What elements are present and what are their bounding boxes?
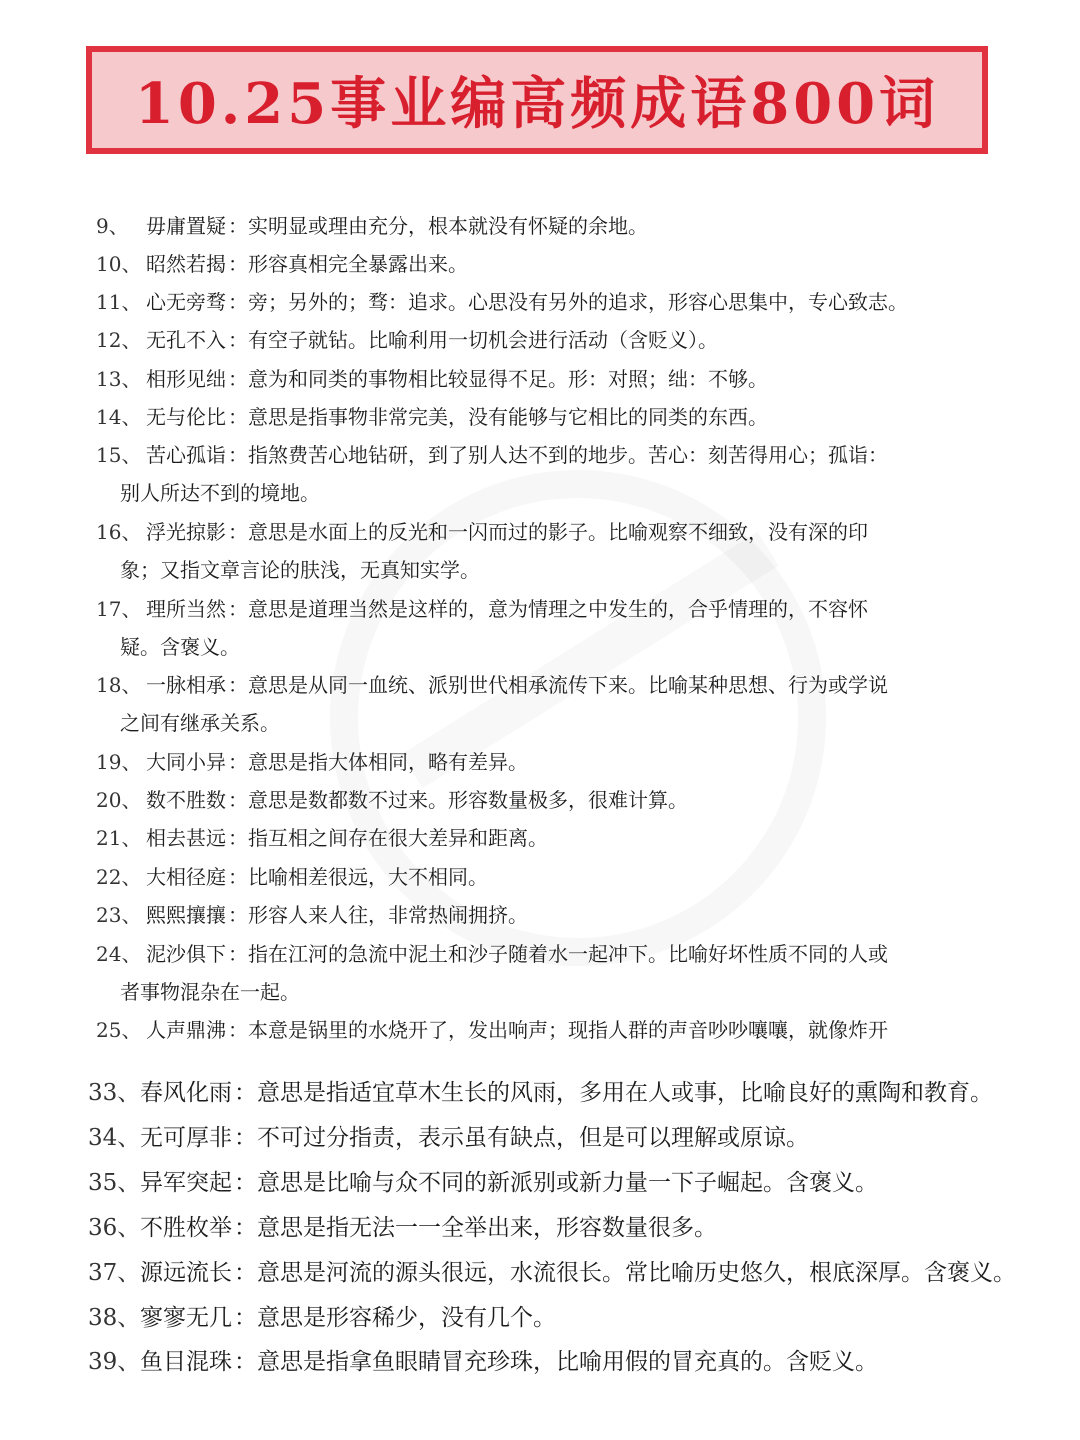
list-item: [88, 1116, 988, 1161]
item-number: 38、: [88, 1305, 141, 1331]
idiom-definition: ：指在江河的急流中泥土和沙子随着水一起冲下。比喻好坏性质不同的人或: [228, 942, 888, 966]
item-number: 14、: [96, 405, 142, 429]
item-number: 24、: [96, 942, 142, 966]
idiom-definition: ：本意是锅里的水烧开了，发出响声；现指人群的声音吵吵嚷嚷，就像炸开: [228, 1018, 888, 1042]
idiom-term: 大同小异: [146, 750, 226, 774]
item-number: 37、: [88, 1260, 141, 1286]
idiom-term: 人声鼎沸: [146, 1018, 226, 1042]
idiom-term: 相形见绌: [146, 367, 226, 391]
list-item: [96, 590, 996, 666]
idiom-definition: ：意思是水面上的反光和一闪而过的影子。比喻观察不细致，没有深的印: [228, 520, 868, 544]
idiom-term: 异军突起: [138, 1161, 234, 1206]
idiom-definition: ：意思是指事物非常完美，没有能够与它相比的同类的东西。: [228, 405, 768, 429]
list-item: [96, 283, 996, 321]
idiom-definition: ：意思是数都数不过来。形容数量极多，很难计算。: [228, 788, 688, 812]
idiom-term: 无与伦比: [146, 405, 226, 429]
idiom-term: 鱼目混珠: [138, 1340, 234, 1385]
idiom-term: 毋庸置疑: [146, 214, 226, 238]
item-number: 21、: [96, 826, 142, 850]
idiom-term: 不胜枚举: [140, 1215, 232, 1241]
idiom-term: 源远流长: [140, 1260, 232, 1286]
idiom-definition: ：比喻相差很远，大不相同。: [228, 865, 488, 889]
list-item: [96, 896, 996, 934]
idiom-term: 浮光掠影: [144, 513, 228, 551]
idiom-term: 心无旁骛: [146, 290, 226, 314]
list-item: [88, 1251, 1016, 1296]
list-item: [88, 1071, 993, 1116]
list-item: [88, 1340, 988, 1385]
idiom-definition: ：意思是指适宜草木生长的风雨，多用在人或事，比喻良好的熏陶和教育。: [234, 1080, 993, 1106]
list-item: [88, 1206, 988, 1251]
list-item: [88, 1161, 988, 1206]
idiom-term: 一脉相承: [146, 673, 226, 697]
item-number: 34、: [88, 1125, 141, 1151]
idiom-definition: ：指互相之间存在很大差异和距离。: [228, 826, 548, 850]
idiom-definition: ：意思是比喻与众不同的新派别或新力量一下子崛起。含褒义。: [234, 1170, 878, 1196]
idiom-term: 理所当然: [146, 597, 226, 621]
idiom-definition-cont: 别人所达不到的境地。: [120, 481, 320, 505]
item-number: 22、: [96, 865, 142, 889]
item-number: 33、: [88, 1080, 141, 1106]
idiom-term: 无孔不入: [144, 321, 228, 359]
idiom-definition: ：形容真相完全暴露出来。: [228, 252, 468, 276]
list-item: [96, 819, 996, 857]
idiom-definition-cont: 象；又指文章言论的肤浅，无真知实学。: [120, 558, 480, 582]
idiom-definition: ：意思是从同一血统、派别世代相承流传下来。比喻某种思想、行为或学说: [228, 673, 888, 697]
item-number: 17、: [96, 597, 142, 621]
item-number: 10、: [96, 252, 142, 276]
idiom-term: 无可厚非: [140, 1125, 232, 1151]
idiom-definition: ：意思是指大体相同，略有差异。: [228, 750, 528, 774]
idiom-definition: ：指煞费苦心地钻研，到了别人达不到的地步。苦心：刻苦得用心；孤诣：: [228, 443, 888, 467]
idiom-definition: ：形容人来人往，非常热闹拥挤。: [228, 903, 528, 927]
idiom-definition: ：意思是形容稀少，没有几个。: [234, 1305, 556, 1331]
idiom-term: 昭然若揭: [144, 245, 228, 283]
idiom-term: 寥寥无几: [140, 1305, 232, 1331]
idiom-definition-cont: 者事物混杂在一起。: [120, 980, 300, 1004]
list-item: [96, 935, 996, 1011]
idiom-definition: ：意思是指无法一一全举出来，形容数量很多。: [234, 1215, 717, 1241]
item-number: 12、: [96, 328, 142, 352]
idiom-definition: ：不可过分指责，表示虽有缺点，但是可以理解或原谅。: [234, 1125, 809, 1151]
idiom-term: 大相径庭: [144, 858, 228, 896]
item-number: 13、: [96, 367, 142, 391]
idiom-term: 苦心孤诣: [146, 443, 226, 467]
page-title: 10.25事业编高频成语800词: [134, 71, 940, 137]
item-number: 20、: [96, 788, 142, 812]
list-item: [96, 245, 996, 283]
list-item: [96, 513, 996, 589]
idiom-definition: ：有空子就钻。比喻利用一切机会进行活动（含贬义）。: [228, 328, 718, 352]
list-item: [96, 743, 996, 781]
idiom-definition: ：意思是河流的源头很远，水流很长。常比喻历史悠久，根底深厚。含褒义。: [234, 1260, 1016, 1286]
list-item: [96, 1011, 996, 1049]
idiom-definition: ：旁；另外的；骛：追求。心思没有另外的追求，形容心思集中，专心致志。: [228, 290, 908, 314]
item-number: 39、: [88, 1349, 141, 1375]
idiom-definition: ：意为和同类的事物相比较显得不足。形：对照；绌：不够。: [228, 367, 768, 391]
idiom-term: 春风化雨: [140, 1080, 232, 1106]
idiom-term: 数不胜数: [146, 788, 226, 812]
item-number: 19、: [96, 750, 142, 774]
item-number: 9、: [96, 214, 129, 238]
idiom-term: 相去甚远: [146, 826, 226, 850]
item-number: 15、: [96, 443, 142, 467]
idiom-definition: ：实明显或理由充分，根本就没有怀疑的余地。: [228, 214, 648, 238]
list-item: [96, 360, 996, 398]
list-item: [88, 1296, 988, 1341]
item-number: 36、: [88, 1215, 141, 1241]
item-number: 16、: [96, 520, 142, 544]
item-number: 23、: [96, 903, 142, 927]
list-item: [96, 666, 996, 742]
list-item: [96, 436, 996, 512]
idiom-definition-cont: 疑。含褒义。: [120, 635, 240, 659]
idiom-term: 泥沙俱下: [146, 942, 226, 966]
item-number: 11、: [96, 290, 142, 314]
item-number: 35、: [88, 1170, 141, 1196]
idiom-definition: ：意思是道理当然是这样的，意为情理之中发生的，合乎情理的，不容怀: [228, 597, 868, 621]
list-item: [96, 207, 996, 245]
list-item: [96, 858, 996, 896]
list-item: [96, 398, 996, 436]
list-item: [96, 321, 996, 359]
item-number: 18、: [96, 673, 142, 697]
idiom-term: 熙熙攘攘: [146, 903, 226, 927]
list-item: [96, 781, 996, 819]
idiom-definition: ：意思是指拿鱼眼睛冒充珍珠，比喻用假的冒充真的。含贬义。: [234, 1349, 878, 1375]
idiom-definition-cont: 之间有继承关系。: [120, 711, 280, 735]
item-number: 25、: [96, 1018, 142, 1042]
